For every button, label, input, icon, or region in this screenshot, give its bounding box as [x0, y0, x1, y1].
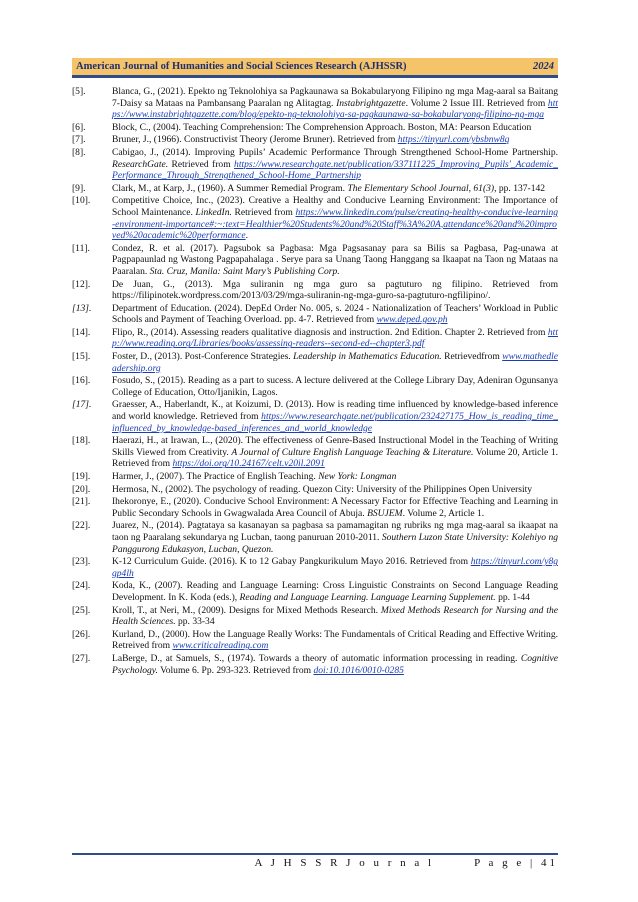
reference-source-italic: Sta. Cruz, Manila: Saint Mary’s Publishing Corp. — [149, 265, 340, 277]
reference-link[interactable]: www.criticalreading.com — [172, 640, 269, 652]
reference-item — [72, 471, 558, 483]
journal-year: 2024 — [533, 61, 554, 72]
reference-link[interactable]: https://www.instabrightgazette.com/blog/epekto-ng-teknolohiya-sa-pagkaunawa-sa-bokabularyong-filipino-ng-mga — [112, 97, 559, 121]
reference-text — [112, 484, 558, 496]
reference-item — [72, 605, 558, 628]
reference-text — [112, 653, 558, 676]
reference-source-italic: Southern Luzon State University: Kolehiyo ng Panggurong Edukasyon, Lucban, Quezon. — [112, 531, 558, 555]
reference-link[interactable]: https://doi.org/10.24167/celt.v20il.2091 — [172, 458, 325, 470]
reference-number: [19]. — [72, 471, 91, 482]
reference-item — [72, 183, 558, 195]
reference-source-italic: BSUJEM — [367, 507, 403, 519]
reference-item — [72, 147, 558, 182]
reference-item — [72, 629, 558, 652]
reference-text — [112, 435, 558, 470]
footer-page-number: P a g e | 41 — [474, 857, 558, 869]
reference-item — [72, 399, 558, 434]
journal-title: American Journal of Humanities and Social Sciences Research (AJHSSR) — [76, 61, 407, 72]
reference-number: [22]. — [72, 520, 91, 532]
reference-number: [7]. — [72, 134, 86, 146]
reference-item — [72, 122, 558, 134]
reference-citation: Block, C., (2004). Teaching Comprehension: The Comprehension Approach. Boston, MA: Pearson Education — [112, 121, 532, 133]
reference-citation: Foster, D., (2013). Post-Conference Strategies. — [112, 351, 294, 363]
reference-details: Volume 6. Pp. 293-323. Retrieved from — [157, 664, 314, 676]
reference-item — [72, 279, 558, 302]
reference-number: [24]. — [72, 580, 91, 592]
reference-item — [72, 351, 558, 374]
reference-citation: Condez, R. et al. (2017). Pagsubok sa Pagbasa: Mga Pagsasanay para sa Bilis sa Pagbasa, Pag-unawa at Pagpapaunlad ng Wastong Pagpapahalaga . Serye para sa Unang Taong Hanggang sa Ikaapat na Taon ng Mataas na Paaralan. — [112, 242, 558, 277]
reference-text — [112, 122, 558, 134]
reference-link[interactable]: https://tinyurl.com/y8ggp4lh — [112, 556, 558, 579]
reference-text — [112, 629, 558, 652]
reference-details: pp. 137-142 — [496, 182, 546, 194]
journal-header-banner — [72, 58, 558, 78]
reference-text — [112, 183, 558, 195]
reference-source-italic: Instabrightgazette — [336, 97, 406, 109]
reference-item — [72, 484, 558, 496]
reference-text — [112, 134, 558, 146]
reference-number: [27]. — [72, 652, 91, 664]
reference-text — [112, 351, 558, 374]
reference-citation: Blanca, G., (2021). Epekto ng Teknolohiya sa Pagkaunawa sa Bokabularyong Filipino ng mga Mag-aaral sa Baitang 7-Daisy sa Mataas na Pambansang Paaralan ng Alitagtag. — [112, 86, 558, 109]
reference-item — [72, 496, 558, 519]
reference-suffix: . — [245, 230, 249, 242]
reference-link[interactable]: https://tinyurl.com/ybsbnw8q — [397, 134, 510, 146]
reference-number: [11]. — [72, 242, 90, 254]
reference-citation: Juarez, N., (2014). Pagtataya sa kasanayan sa pagbasa sa pamamagitan ng rubriks ng mga mag-aaral sa ikaapat na taon ng Paaralang sekundarya ng Lucban, taong panuruan 2010-2011. — [112, 520, 558, 543]
reference-text — [112, 327, 558, 350]
reference-link[interactable]: www.deped.gov.ph — [376, 314, 448, 326]
reference-item — [72, 580, 558, 603]
reference-citation: De Juan, G., (2013). Mga suliranin ng mga guro sa pagtuturo ng filipino. Retrieved from https://filipinotek.wordpress.com/2013/03/29/mga-suliranin-ng-mga-guro-sa-pagtuturo-ngfilipino/. — [112, 278, 558, 302]
reference-source-italic: Cognitive Psychology. — [112, 652, 558, 676]
reference-number: [25]. — [72, 604, 91, 616]
reference-citation: LaBerge, D., at Samuels, S., (1974). Towards a theory of automatic information processing in reading. — [112, 652, 521, 664]
reference-details: pp. 33-34 — [175, 616, 215, 628]
reference-text — [112, 556, 558, 579]
reference-text — [112, 147, 558, 182]
reference-number: [16]. — [72, 375, 91, 387]
reference-item — [72, 653, 558, 676]
reference-item — [72, 327, 558, 350]
reference-link[interactable]: doi:10.1016/0010-0285 — [313, 664, 404, 676]
reference-number: [18]. — [72, 435, 91, 447]
reference-citation: Competitive Choice, Inc., (2023). Creative a Healthy and Conducive Learning Environment: The Importance of School Maintenance. — [112, 195, 558, 218]
reference-citation: Koda, K., (2007). Reading and Language Learning: Cross Linguistic Constraints on Second Language Reading Development. In K. Koda (eds.), — [112, 580, 558, 603]
reference-citation: K-12 Curriculum Guide. (2016). K to 12 Gabay Pangkurikulum Mayo 2016. Retrieved from — [112, 556, 471, 568]
reference-details: Retrievedfrom — [441, 351, 503, 363]
reference-citation: Hermosa, N., (2002). The psychology of reading. Quezon City: University of the Philippines Open University — [112, 483, 533, 495]
reference-text — [112, 580, 558, 603]
footer-journal-name: A J H S S R J o u r n a l — [254, 857, 435, 869]
reference-text — [112, 605, 558, 628]
reference-number: [23]. — [72, 556, 91, 568]
reference-source-italic: ResearchGate. — [112, 158, 169, 170]
reference-text — [112, 399, 558, 434]
reference-number: [15]. — [72, 351, 91, 363]
reference-text — [112, 496, 558, 519]
reference-number: [10]. — [72, 195, 91, 207]
reference-details: Volume 20, Article 1. Retrieved from — [112, 446, 558, 470]
reference-source-italic: Leadership in Mathematics Education. — [293, 351, 442, 363]
reference-item — [72, 134, 558, 146]
reference-citation: Flipo, R., (2014). Assessing readers qualitative diagnosis and instruction. 2nd Edition. Chapter 2. Retrieved from — [112, 326, 548, 338]
reference-text — [112, 86, 558, 121]
reference-source-italic: A Journal of Culture English Language Teaching & Literature. — [231, 446, 474, 458]
reference-source-italic: LinkedIn. — [195, 206, 232, 218]
reference-citation: Kurland, D., (2000). How the Language Really Works: The Fundamentals of Critical Reading and Effective Writing. Retreived from — [112, 628, 558, 652]
reference-number: [21]. — [72, 496, 91, 508]
reference-link[interactable]: http://www.reading.org/Libraries/books/assessing-readers--second-ed--chapter3.pdf — [112, 326, 558, 350]
reference-details: . Volume 2, Article 1. — [402, 507, 485, 519]
reference-number: [17]. — [72, 399, 92, 411]
reference-number: [20]. — [72, 483, 91, 495]
reference-details: Retrieved from — [231, 206, 296, 218]
reference-text — [112, 303, 558, 326]
reference-number: [26]. — [72, 628, 91, 640]
reference-source-italic: The Elementary School Journal, 61(3), — [347, 182, 497, 194]
reference-number: [5]. — [72, 86, 86, 97]
reference-source-italic: New York: Longman — [318, 471, 397, 482]
reference-details: . Volume 2 Issue III. Retrieved from — [405, 97, 548, 109]
reference-item — [72, 435, 558, 470]
reference-citation: Graesser, A., Haberlandt, K., at Koizumi, D. (2013). How is reading time influenced by knowledge-based inference and world knowledge. Retrieved from — [112, 399, 558, 423]
reference-item — [72, 303, 558, 326]
reference-item — [72, 556, 558, 579]
reference-source-italic: Reading and Language Learning. Language Learning Supplement. — [239, 591, 496, 603]
reference-text — [112, 375, 558, 398]
reference-item — [72, 375, 558, 398]
reference-number: [9]. — [72, 182, 86, 194]
reference-list — [72, 86, 558, 677]
reference-citation: Bruner, J., (1966). Constructivist Theory (Jerome Bruner). Retrieved from — [112, 134, 398, 146]
reference-citation: Ihekoronye, E., (2020). Conducive School Environment: A Necessary Factor for Effective Teaching and Learning in Public Secondary Schools in Gwagwalada Area Council of Abuja. — [112, 496, 558, 519]
reference-citation: Cabigao, J., (2014). Improving Pupils’ Academic Performance Through Strengthened School-Home Partnership. — [112, 146, 558, 158]
reference-citation: Kroll, T., at Neri, M., (2009). Designs for Mixed Methods Research. — [112, 604, 381, 616]
reference-number: [6]. — [72, 121, 86, 133]
reference-link[interactable]: https://www.researchgate.net/publication/232427175_How_is_reading_time_influenced_by_knowledge-based_inferences_and_world_knowledge — [112, 411, 558, 434]
reference-citation: Haerazi, H., at Irawan, L., (2020). The effectiveness of Genre-Based Instructional Model in the Teaching of Writing Skills Viewed from Creativity. — [112, 435, 558, 458]
reference-item — [72, 195, 558, 241]
reference-item — [72, 520, 558, 555]
reference-number: [14]. — [72, 326, 91, 338]
reference-item — [72, 86, 558, 121]
reference-citation: Harmer, J., (2007). The Practice of English Teaching. — [112, 471, 319, 482]
reference-number: [8]. — [72, 146, 86, 158]
reference-text — [112, 279, 558, 302]
reference-citation: Department of Education. (2024). DepEd Order No. 005, s. 2024 - Nationalization of Teachers’ Workload in Public Schools and Payment of Teaching Overload. pp. 4-7. Retrieved from — [112, 302, 558, 326]
reference-text — [112, 471, 558, 483]
reference-text — [112, 243, 558, 278]
reference-citation: Fosudo, S., (2015). Reading as a part to sucess. A lecture delivered at the College Library Day, Adeniran Ogunsanya College of Education, Otto/Ijanikin, Lagos. — [112, 375, 558, 398]
reference-details: pp. 1-44 — [495, 591, 530, 603]
reference-link[interactable]: https://www.linkedin.com/pulse/creating-healthy-conducive-learning-environment-importance#:~:text=Healthier%20Students%20and%20Staff%3A%20A,attendance%20and%20improved%20academic%20performance — [112, 206, 558, 242]
reference-item — [72, 243, 558, 278]
reference-number: [13]. — [72, 302, 92, 314]
reference-link[interactable]: https://www.researchgate.net/publication/337111225_Improving_Pupils'_Academic_Performance_Through_Strengthened_School-Home_Partnership — [112, 158, 558, 182]
reference-link[interactable]: www.mathedleadership.org — [112, 351, 558, 374]
reference-number: [12]. — [72, 278, 91, 290]
reference-text — [112, 520, 558, 555]
reference-citation: Clark, M., at Karp, J., (1960). A Summer Remedial Program. — [112, 182, 348, 194]
reference-text — [112, 195, 558, 241]
reference-source-italic: Mixed Methods Research for Nursing and the Health Sciences. — [112, 604, 558, 628]
page-footer — [72, 853, 558, 869]
reference-details: Retrieved from — [168, 158, 235, 170]
